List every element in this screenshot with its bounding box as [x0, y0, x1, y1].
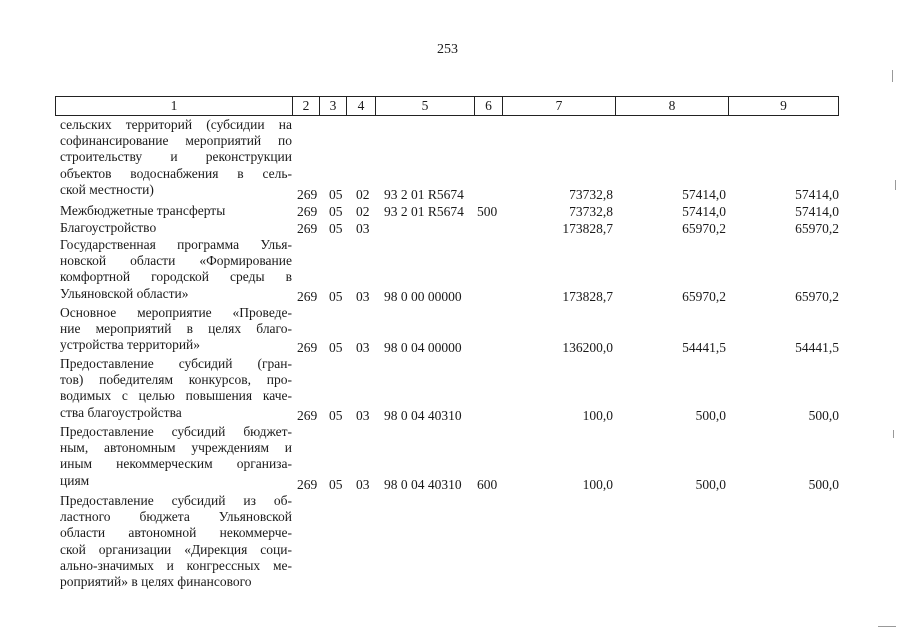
table-row	[0, 203, 905, 220]
row-cell-c5: 98 0 04 40310	[384, 476, 462, 492]
row-cell-c3: 05	[329, 288, 343, 304]
row-cell-c3: 05	[329, 407, 343, 423]
row-cell-c7: 73732,8	[569, 203, 613, 219]
row-cell-c8: 57414,0	[682, 186, 726, 202]
scan-mark	[893, 430, 894, 438]
row-cell-c9: 500,0	[808, 476, 839, 492]
header-col-9: 9	[780, 98, 787, 113]
row-name-line: софинансирование мероприятий по	[60, 133, 292, 149]
row-cell-c2: 269	[297, 186, 318, 202]
row-name-line: Предоставление субсидий бюджет-	[60, 424, 292, 439]
row-name	[60, 493, 292, 590]
table-row	[0, 305, 905, 356]
row-name-line: Предоставление субсидий (гран-	[60, 356, 292, 371]
row-cell-c8: 500,0	[695, 407, 726, 423]
row-name-line: Межбюджетные трансферты	[60, 203, 226, 218]
header-col-3: 3	[320, 97, 347, 115]
row-name	[60, 117, 292, 198]
row-cell-c5: 98 0 00 00000	[384, 288, 462, 304]
row-name-line: новской области «Формирование	[60, 253, 292, 269]
row-cell-c2: 269	[297, 288, 318, 304]
row-name-line: комфортной городской среды в	[60, 269, 292, 285]
row-cell-c9: 65970,2	[795, 220, 839, 236]
row-cell-c3: 05	[329, 476, 343, 492]
table-row	[0, 220, 905, 237]
row-name-line: ние мероприятий в целях благо-	[60, 321, 292, 337]
row-name-line: ластного бюджета Ульяновской	[60, 509, 292, 525]
row-cell-c7: 73732,8	[569, 186, 613, 202]
row-cell-c2: 269	[297, 203, 318, 219]
row-name	[60, 203, 292, 219]
row-name-line: строительству и реконструкции	[60, 149, 292, 165]
page-number: 253	[437, 42, 458, 57]
header-col-8: 8	[616, 97, 729, 115]
row-name-line: ской местности)	[60, 181, 154, 197]
row-cell-c9: 57414,0	[795, 186, 839, 202]
row-cell-c4: 03	[356, 220, 370, 236]
row-cell-c4: 02	[356, 186, 370, 202]
row-cell-c3: 05	[329, 186, 343, 202]
row-name-line: Благоустройство	[60, 220, 157, 235]
table-body	[0, 117, 905, 595]
row-cell-c7: 136200,0	[562, 339, 613, 355]
row-name-line: Основное мероприятие «Проведе-	[60, 305, 292, 320]
row-name-line: иным некоммерческим организа-	[60, 456, 292, 472]
row-cell-c5: 93 2 01 R5674	[384, 203, 464, 219]
table-row	[0, 493, 905, 595]
row-cell-c4: 03	[356, 407, 370, 423]
row-cell-c6: 500	[477, 203, 498, 219]
header-col-5: 5	[376, 97, 475, 115]
row-cell-c2: 269	[297, 476, 318, 492]
scan-mark	[878, 626, 896, 627]
scan-mark	[895, 180, 896, 190]
row-name-line: Государственная программа Улья-	[60, 237, 292, 252]
row-name	[60, 237, 292, 302]
table-row	[0, 424, 905, 493]
row-name-line: ской организации «Дирекция соци-	[60, 541, 292, 557]
row-cell-c9: 54441,5	[795, 339, 839, 355]
row-cell-c5: 98 0 04 00000	[384, 339, 462, 355]
row-cell-c7: 100,0	[582, 407, 613, 423]
row-name-line: области автономной некоммерче-	[60, 525, 292, 541]
row-cell-c4: 03	[356, 476, 370, 492]
header-col-1: 1	[56, 97, 293, 115]
row-name	[60, 356, 292, 421]
row-name	[60, 424, 292, 489]
row-name-line: ным, автономным учреждениям и	[60, 440, 292, 456]
row-name-line: устройства территорий»	[60, 337, 201, 353]
table-row	[0, 356, 905, 424]
row-cell-c6: 600	[477, 476, 498, 492]
row-name-line: циям	[60, 472, 90, 488]
table-header	[55, 96, 839, 116]
row-cell-c9: 65970,2	[795, 288, 839, 304]
row-cell-c8: 57414,0	[682, 203, 726, 219]
row-cell-c9: 57414,0	[795, 203, 839, 219]
row-cell-c3: 05	[329, 220, 343, 236]
row-name-line: Предоставление субсидий из об-	[60, 493, 292, 508]
table-row	[0, 117, 905, 203]
row-cell-c4: 03	[356, 288, 370, 304]
row-cell-c8: 65970,2	[682, 288, 726, 304]
row-cell-c9: 500,0	[808, 407, 839, 423]
row-cell-c5: 98 0 04 40310	[384, 407, 462, 423]
header-col-2: 2	[293, 97, 320, 115]
header-col-7: 7	[503, 97, 616, 115]
row-cell-c3: 05	[329, 203, 343, 219]
row-name-line: водимых с целью повышения каче-	[60, 388, 292, 404]
row-name-line: ально-значимых и конгрессных ме-	[60, 557, 292, 573]
row-cell-c7: 173828,7	[562, 220, 613, 236]
row-name-line: тов) победителям конкурсов, про-	[60, 372, 292, 388]
scan-mark	[892, 70, 893, 82]
header-col-4: 4	[347, 97, 376, 115]
row-cell-c4: 02	[356, 203, 370, 219]
row-cell-c3: 05	[329, 339, 343, 355]
row-cell-c5: 93 2 01 R5674	[384, 186, 464, 202]
row-cell-c2: 269	[297, 220, 318, 236]
row-cell-c2: 269	[297, 339, 318, 355]
row-name-line: роприятий» в целях финансового	[60, 574, 252, 590]
row-cell-c8: 65970,2	[682, 220, 726, 236]
table-row	[0, 237, 905, 305]
row-cell-c7: 173828,7	[562, 288, 613, 304]
row-cell-c8: 500,0	[695, 476, 726, 492]
row-name-line: Ульяновской области»	[60, 285, 189, 301]
row-name	[60, 305, 292, 354]
row-name	[60, 220, 292, 236]
row-cell-c2: 269	[297, 407, 318, 423]
row-name-line: объектов водоснабжения в сель-	[60, 165, 292, 181]
header-col-6: 6	[475, 97, 503, 115]
row-name-line: сельских территорий (субсидии на	[60, 117, 292, 132]
row-cell-c8: 54441,5	[682, 339, 726, 355]
row-name-line: ства благоустройства	[60, 404, 182, 420]
row-cell-c4: 03	[356, 339, 370, 355]
row-cell-c7: 100,0	[582, 476, 613, 492]
